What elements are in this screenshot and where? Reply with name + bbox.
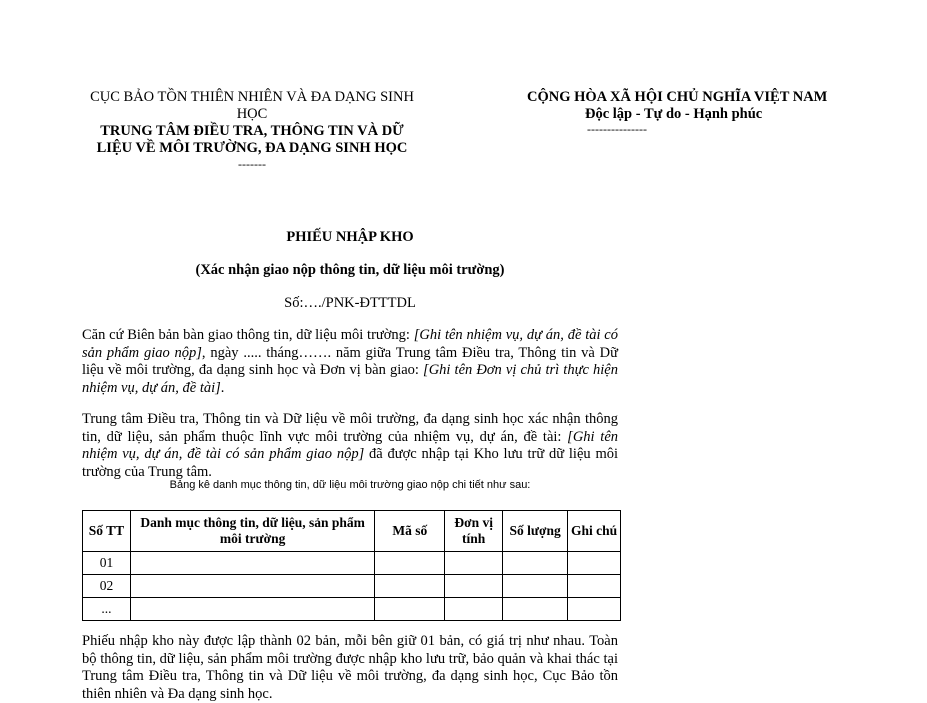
parent-agency-name: CỤC BẢO TỒN THIÊN NHIÊN VÀ ĐA DẠNG SINH HỌC	[90, 89, 414, 122]
col-header-stt: Số TT	[83, 511, 131, 552]
confirmation-text-2: đã được nhập tại Kho lưu trữ dữ liệu môi trường của Trung tâm.	[82, 446, 618, 480]
table-cell	[375, 575, 445, 598]
table-row	[83, 598, 621, 621]
national-header	[527, 89, 927, 135]
table-cell	[568, 575, 621, 598]
basis-text-1: Căn cứ Biên bản bàn giao thông tin, dữ liệu môi trường:	[82, 327, 414, 343]
basis-placeholder-unit: [Ghi tên Đơn vị chủ trì thực hiện nhiệm vụ, dự án, đề tài]	[82, 362, 618, 396]
left-separator: -------	[238, 157, 266, 171]
row-number: ...	[83, 598, 131, 621]
right-separator: ---------------	[587, 122, 647, 136]
table-cell	[130, 575, 374, 598]
table-cell	[503, 552, 568, 575]
national-title: CỘNG HÒA XÃ HỘI CHỦ NGHĨA VIỆT NAM	[527, 89, 828, 105]
issuing-center-name: TRUNG TÂM ĐIỀU TRA, THÔNG TIN VÀ DỮ LIỆU VỀ MÔI TRƯỜNG, ĐA DẠNG SINH HỌC	[96, 123, 408, 156]
document-subtitle: (Xác nhận giao nộp thông tin, dữ liệu môi trường)	[195, 262, 505, 278]
table-header-row	[83, 511, 621, 552]
col-header-category: Danh mục thông tin, dữ liệu, sản phẩm môi trường	[130, 511, 374, 552]
col-header-unit: Đơn vị tính	[445, 511, 503, 552]
basis-paragraph	[82, 327, 618, 397]
document-title: PHIẾU NHẬP KHO	[286, 229, 414, 245]
confirmation-paragraph	[82, 411, 618, 481]
table-cell	[375, 552, 445, 575]
row-number: 02	[83, 575, 131, 598]
table-cell	[503, 575, 568, 598]
national-motto: Độc lập - Tự do - Hạnh phúc	[585, 106, 763, 122]
closing-paragraph: Phiếu nhập kho này được lập thành 02 bản, mỗi bên giữ 01 bản, có giá trị như nhau. Toàn bộ thông tin, dữ liệu, sản phẩm môi trường được nhập kho lưu trữ, bảo quản và khai thác tại Trung tâm Điều tra, Thông tin và Dữ liệu về môi trường, đa dạng sinh học, Cục Bảo tồn thiên nhiên và Đa dạng sinh học.	[82, 633, 618, 702]
table-cell	[445, 598, 503, 621]
row-number: 01	[83, 552, 131, 575]
table-row	[83, 575, 621, 598]
table-cell	[445, 552, 503, 575]
table-cell	[445, 575, 503, 598]
document-number: Số:…./PNK-ĐTTTDL	[284, 295, 416, 311]
table-cell	[130, 552, 374, 575]
basis-text-2: , ngày ..... tháng……. năm giữa Trung tâm Điều tra, Thông tin và Dữ liệu về môi trường, đa dạng sinh học và Đơn vị bàn giao:	[82, 344, 618, 378]
basis-placeholder-project: [Ghi tên nhiệm vụ, dự án, đề tài có sản phẩm giao nộp]	[82, 327, 618, 361]
col-header-quantity: Số lượng	[503, 511, 568, 552]
table-cell	[568, 598, 621, 621]
confirmation-placeholder-project: [Ghi tên nhiệm vụ, dự án, đề tài có sản phẩm giao nộp]	[82, 428, 619, 462]
col-header-note: Ghi chú	[568, 511, 621, 552]
table-row	[83, 552, 621, 575]
table-cell	[503, 598, 568, 621]
table-caption: Bảng kê danh mục thông tin, dữ liệu môi trường giao nộp chi tiết như sau:	[169, 479, 531, 491]
col-header-code: Mã số	[375, 511, 445, 552]
table-cell	[568, 552, 621, 575]
basis-text-3: .	[220, 379, 225, 396]
agency-header	[82, 89, 422, 171]
table-cell	[375, 598, 445, 621]
confirmation-text-1: Trung tâm Điều tra, Thông tin và Dữ liệu về môi trường, đa dạng sinh học xác nhận thông tin, dữ liệu, sản phẩm thuộc lĩnh vực môi trường của nhiệm vụ, dự án, đề tài:	[82, 411, 618, 445]
inventory-table	[82, 510, 621, 621]
table-cell	[130, 598, 374, 621]
